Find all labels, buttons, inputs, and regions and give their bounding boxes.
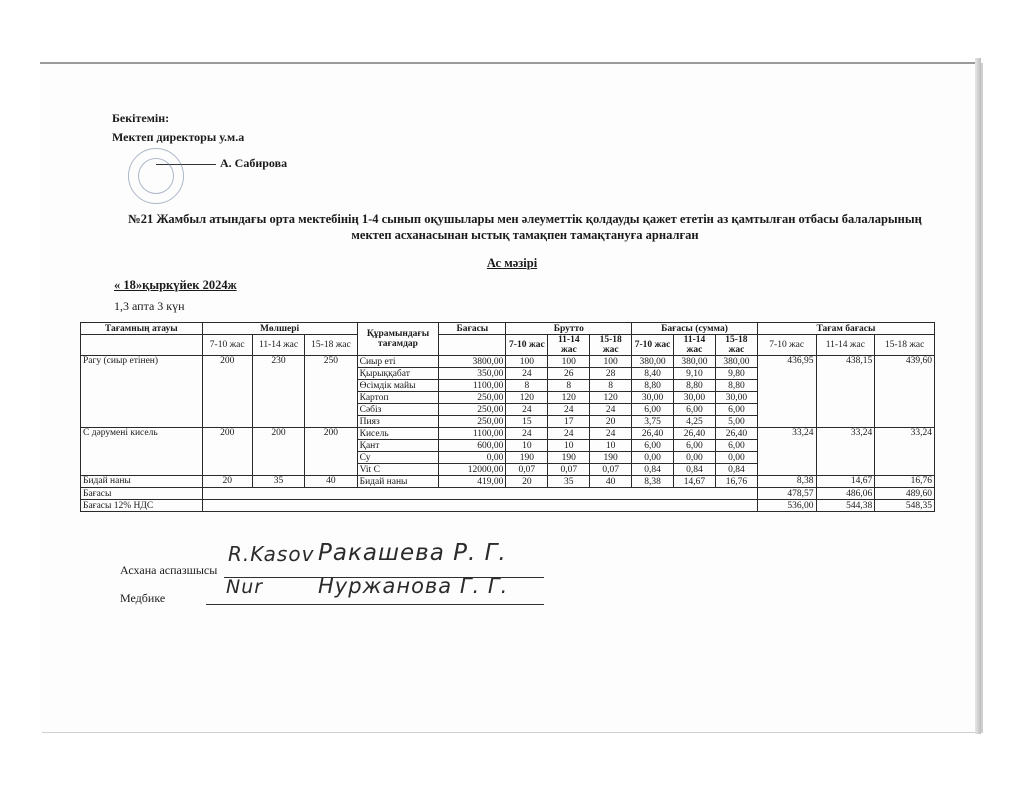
ingredient-price-cell: 250,00 bbox=[439, 392, 506, 404]
ingredient-price-cell: 600,00 bbox=[439, 440, 506, 452]
gross-cell: 24 bbox=[506, 404, 548, 416]
gross-cell: 8 bbox=[548, 380, 590, 392]
price-age-header: 11-14 жас bbox=[816, 335, 875, 356]
gross-cell: 24 bbox=[506, 428, 548, 440]
gross-cell: 40 bbox=[590, 476, 632, 488]
sum-cell: 0,84 bbox=[715, 464, 757, 476]
gross-cell: 24 bbox=[548, 404, 590, 416]
header-gross: Брутто bbox=[506, 323, 632, 335]
gross-cell: 0,07 bbox=[548, 464, 590, 476]
sheet-edge bbox=[975, 58, 981, 734]
sum-cell: 30,00 bbox=[715, 392, 757, 404]
sum-cell: 0,84 bbox=[674, 464, 716, 476]
sum-cell: 6,00 bbox=[674, 440, 716, 452]
total-value-cell: 478,57 bbox=[757, 488, 816, 500]
total-row bbox=[81, 488, 935, 500]
amount-cell: 40 bbox=[305, 476, 357, 488]
sum-age-header: 15-18 жас bbox=[715, 335, 757, 356]
cook-signature-name: Ракашева Р. Г. bbox=[318, 540, 507, 566]
header-dish-price: Тағам бағасы bbox=[757, 323, 934, 335]
table-row bbox=[81, 356, 935, 368]
ingredient-cell: Қырыққабат bbox=[357, 368, 439, 380]
header-price-sub bbox=[439, 335, 506, 356]
sum-cell: 380,00 bbox=[632, 356, 674, 368]
amount-cell: 200 bbox=[202, 428, 252, 476]
menu-heading: Ас мәзірі bbox=[486, 256, 538, 270]
header-row-1 bbox=[81, 323, 935, 335]
ingredient-cell: Сиыр еті bbox=[357, 356, 439, 368]
gross-cell: 24 bbox=[590, 428, 632, 440]
document-title-line1: №21 Жамбыл атындағы орта мектебінің 1-4 сынып оқушылары мен әлеуметтік қолдауды қажет ететін аз қамтылған отбасы балаларының bbox=[128, 212, 922, 226]
ingredient-price-cell: 250,00 bbox=[439, 416, 506, 428]
total-filler-cell bbox=[202, 488, 757, 500]
gross-cell: 20 bbox=[590, 416, 632, 428]
approval-position: Мектеп директоры у.м.а bbox=[112, 130, 245, 144]
gross-cell: 100 bbox=[590, 356, 632, 368]
sum-cell: 9,80 bbox=[715, 368, 757, 380]
nurse-sign-line bbox=[206, 604, 544, 605]
sum-cell: 30,00 bbox=[632, 392, 674, 404]
amount-cell: 20 bbox=[202, 476, 252, 488]
nurse-signature: Nur bbox=[226, 576, 264, 598]
amount-cell: 200 bbox=[252, 428, 304, 476]
gross-cell: 190 bbox=[506, 452, 548, 464]
sum-cell: 6,00 bbox=[632, 404, 674, 416]
approval-name: А. Сабирова bbox=[220, 156, 288, 170]
ingredient-cell: Бидай наны bbox=[357, 476, 439, 488]
sum-cell: 5,00 bbox=[715, 416, 757, 428]
sum-cell: 4,25 bbox=[674, 416, 716, 428]
amount-cell: 250 bbox=[305, 356, 357, 428]
amount-cell: 200 bbox=[305, 428, 357, 476]
header-dish-sub bbox=[81, 335, 203, 356]
gross-age-header: 15-18 жас bbox=[590, 335, 632, 356]
stamp-seal bbox=[128, 148, 184, 204]
ingredient-cell: Vit C bbox=[357, 464, 439, 476]
gross-cell: 24 bbox=[506, 368, 548, 380]
total-value-cell: 486,06 bbox=[816, 488, 875, 500]
gross-cell: 8 bbox=[506, 380, 548, 392]
sum-cell: 380,00 bbox=[674, 356, 716, 368]
gross-cell: 26 bbox=[548, 368, 590, 380]
menu-week-day: 1,3 апта 3 күн bbox=[114, 299, 185, 313]
total-value-cell: 489,60 bbox=[875, 488, 935, 500]
sum-cell: 16,76 bbox=[715, 476, 757, 488]
ingredient-cell: Кисель bbox=[357, 428, 439, 440]
sum-cell: 8,80 bbox=[674, 380, 716, 392]
sum-cell: 0,00 bbox=[674, 452, 716, 464]
ingredient-price-cell: 3800,00 bbox=[439, 356, 506, 368]
sum-cell: 8,38 bbox=[632, 476, 674, 488]
total-row bbox=[81, 500, 935, 512]
dish-price-cell: 33,24 bbox=[875, 428, 935, 476]
sum-cell: 26,40 bbox=[674, 428, 716, 440]
table-header bbox=[81, 323, 935, 356]
gross-cell: 15 bbox=[506, 416, 548, 428]
dish-price-cell: 436,95 bbox=[757, 356, 816, 428]
gross-cell: 120 bbox=[590, 392, 632, 404]
cook-label: Асхана аспазшысы bbox=[120, 563, 218, 577]
ingredient-price-cell: 1100,00 bbox=[439, 428, 506, 440]
ingredient-price-cell: 0,00 bbox=[439, 452, 506, 464]
dish-price-cell: 439,60 bbox=[875, 356, 935, 428]
ingredient-cell: Пияз bbox=[357, 416, 439, 428]
ingredient-price-cell: 250,00 bbox=[439, 404, 506, 416]
gross-cell: 10 bbox=[590, 440, 632, 452]
dish-price-cell: 14,67 bbox=[816, 476, 875, 488]
amount-cell: 200 bbox=[202, 356, 252, 428]
dish-price-cell: 438,15 bbox=[816, 356, 875, 428]
gross-cell: 120 bbox=[506, 392, 548, 404]
header-ingredients: Құрамындағы тағамдар bbox=[357, 323, 439, 356]
gross-cell: 17 bbox=[548, 416, 590, 428]
sum-cell: 6,00 bbox=[715, 440, 757, 452]
gross-cell: 10 bbox=[506, 440, 548, 452]
age-header: 11-14 жас bbox=[252, 335, 304, 356]
sum-cell: 9,10 bbox=[674, 368, 716, 380]
gross-cell: 100 bbox=[506, 356, 548, 368]
gross-age-header: 11-14 жас bbox=[548, 335, 590, 356]
age-header: 7-10 жас bbox=[202, 335, 252, 356]
sum-cell: 14,67 bbox=[674, 476, 716, 488]
gross-cell: 24 bbox=[590, 404, 632, 416]
gross-cell: 0,07 bbox=[590, 464, 632, 476]
sum-cell: 6,00 bbox=[715, 404, 757, 416]
table-body bbox=[81, 356, 935, 512]
sum-cell: 0,84 bbox=[632, 464, 674, 476]
gross-cell: 190 bbox=[590, 452, 632, 464]
table-row bbox=[81, 476, 935, 488]
table-row bbox=[81, 428, 935, 440]
amount-cell: 35 bbox=[252, 476, 304, 488]
header-dish: Тағамның атауы bbox=[81, 323, 203, 335]
approval-heading: Бекітемін: bbox=[112, 111, 170, 125]
gross-cell: 8 bbox=[590, 380, 632, 392]
gross-cell: 35 bbox=[548, 476, 590, 488]
sum-cell: 8,80 bbox=[632, 380, 674, 392]
dish-price-cell: 16,76 bbox=[875, 476, 935, 488]
dish-price-cell: 8,38 bbox=[757, 476, 816, 488]
header-row-2 bbox=[81, 335, 935, 356]
gross-cell: 20 bbox=[506, 476, 548, 488]
gross-cell: 100 bbox=[548, 356, 590, 368]
total-filler-cell bbox=[202, 500, 757, 512]
menu-date: « 18»қыркүйек 2024ж bbox=[114, 278, 237, 292]
sum-cell: 3,75 bbox=[632, 416, 674, 428]
gross-cell: 120 bbox=[548, 392, 590, 404]
ingredient-cell: Өсімдік майы bbox=[357, 380, 439, 392]
gross-cell: 24 bbox=[548, 428, 590, 440]
sum-cell: 6,00 bbox=[674, 404, 716, 416]
total-value-cell: 536,00 bbox=[757, 500, 816, 512]
ingredient-cell: Картоп bbox=[357, 392, 439, 404]
sum-cell: 26,40 bbox=[715, 428, 757, 440]
total-label-cell: Бағасы bbox=[81, 488, 203, 500]
gross-cell: 0,07 bbox=[506, 464, 548, 476]
ingredient-cell: Су bbox=[357, 452, 439, 464]
ingredient-price-cell: 1100,00 bbox=[439, 380, 506, 392]
sum-cell: 380,00 bbox=[715, 356, 757, 368]
ingredient-cell: Қант bbox=[357, 440, 439, 452]
cook-signature: R.Kasov bbox=[228, 542, 315, 566]
total-value-cell: 544,38 bbox=[816, 500, 875, 512]
gross-age-header: 7-10 жас bbox=[506, 335, 548, 356]
document-title-line2: мектеп асханасынан ыстық тамақпен тамақтануға арналған bbox=[351, 228, 699, 242]
nurse-label: Медбике bbox=[120, 591, 166, 605]
sum-age-header: 11-14 жас bbox=[674, 335, 716, 356]
gross-cell: 190 bbox=[548, 452, 590, 464]
nurse-signature-name: Нуржанова Г. Г. bbox=[318, 574, 509, 598]
ingredient-price-cell: 419,00 bbox=[439, 476, 506, 488]
total-label-cell: Бағасы 12% НДС bbox=[81, 500, 203, 512]
sum-age-header: 7-10 жас bbox=[632, 335, 674, 356]
total-value-cell: 548,35 bbox=[875, 500, 935, 512]
sum-cell: 30,00 bbox=[674, 392, 716, 404]
dish-price-cell: 33,24 bbox=[757, 428, 816, 476]
dish-name-cell: С дәрумені кисель bbox=[81, 428, 203, 476]
dish-price-cell: 33,24 bbox=[816, 428, 875, 476]
dish-name-cell: Рагу (сиыр етінен) bbox=[81, 356, 203, 428]
age-header: 15-18 жас bbox=[305, 335, 357, 356]
sum-cell: 8,40 bbox=[632, 368, 674, 380]
sum-cell: 0,00 bbox=[715, 452, 757, 464]
sum-cell: 0,00 bbox=[632, 452, 674, 464]
price-age-header: 7-10 жас bbox=[757, 335, 816, 356]
price-age-header: 15-18 жас bbox=[875, 335, 935, 356]
dish-name-cell: Бидай наны bbox=[81, 476, 203, 488]
header-sum: Бағасы (сумма) bbox=[632, 323, 758, 335]
sum-cell: 8,80 bbox=[715, 380, 757, 392]
menu-table bbox=[80, 322, 935, 512]
ingredient-cell: Сәбіз bbox=[357, 404, 439, 416]
amount-cell: 230 bbox=[252, 356, 304, 428]
sum-cell: 6,00 bbox=[632, 440, 674, 452]
ingredient-price-cell: 350,00 bbox=[439, 368, 506, 380]
header-price: Бағасы bbox=[439, 323, 506, 335]
header-amount: Мөлшері bbox=[202, 323, 357, 335]
sum-cell: 26,40 bbox=[632, 428, 674, 440]
gross-cell: 10 bbox=[548, 440, 590, 452]
ingredient-price-cell: 12000,00 bbox=[439, 464, 506, 476]
gross-cell: 28 bbox=[590, 368, 632, 380]
